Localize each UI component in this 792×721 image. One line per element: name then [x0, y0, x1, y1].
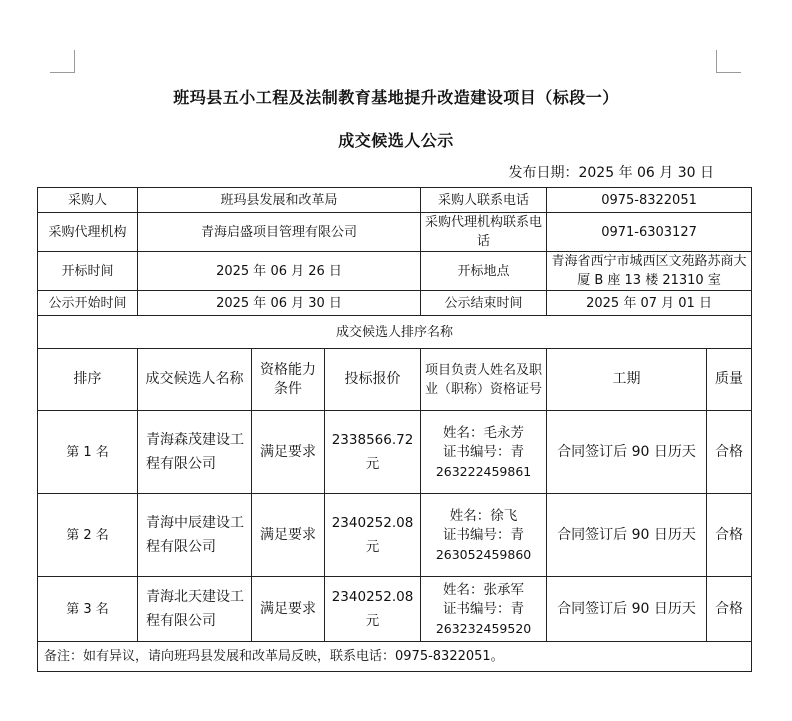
- manager-name: 姓名：徐飞: [449, 507, 518, 524]
- info-row-notice-period: [38, 291, 752, 316]
- candidate-price: 2340252.08 元: [325, 494, 421, 577]
- header-qualification: 资格能力条件: [252, 349, 325, 411]
- agency-phone-value: 0971-6303127: [547, 213, 752, 252]
- candidate-qualification: 满足要求: [252, 577, 325, 642]
- candidate-rank: 第 1 名: [38, 411, 138, 494]
- manager-name: 姓名：张承军: [443, 581, 525, 598]
- candidate-manager: [421, 577, 547, 642]
- info-row-buyer: [38, 188, 752, 213]
- document-subtitle: 成交候选人公示: [338, 131, 454, 150]
- open-place-value: 青海省西宁市城西区文苑路苏商大厦 B 座 13 楼 21310 室: [547, 252, 752, 291]
- manager-cert-prefix: 证书编号：青: [443, 443, 525, 460]
- candidate-name: 青海北天建设工程有限公司: [138, 577, 252, 642]
- candidate-manager: [421, 411, 547, 494]
- buyer-label: 采购人: [38, 188, 138, 213]
- header-name: 成交候选人名称: [138, 349, 252, 411]
- agency-label: 采购代理机构: [38, 213, 138, 252]
- notice-end-value: 2025 年 07 月 01 日: [547, 291, 752, 316]
- candidate-rank: 第 2 名: [38, 494, 138, 577]
- buyer-phone-label: 采购人联系电话: [421, 188, 547, 213]
- candidate-name: 青海中辰建设工程有限公司: [138, 494, 252, 577]
- candidate-quality: 合格: [707, 577, 752, 642]
- notice-start-label: 公示开始时间: [38, 291, 138, 316]
- page-corner-mark-top-right: [716, 50, 741, 73]
- candidate-price: 2340252.08 元: [325, 577, 421, 642]
- candidates-caption-row: [38, 316, 752, 349]
- info-row-agency: [38, 213, 752, 252]
- manager-name: 姓名：毛永芳: [443, 424, 525, 441]
- publish-date: 发布日期：2025 年 06 月 30 日: [508, 165, 714, 181]
- candidate-rank: 第 3 名: [38, 577, 138, 642]
- candidate-quality: 合格: [707, 411, 752, 494]
- manager-cert-prefix: 证书编号：青: [443, 526, 525, 543]
- page-corner-mark-top-left: [50, 50, 75, 73]
- candidates-caption: 成交候选人排序名称: [38, 316, 752, 349]
- open-time-value: 2025 年 06 月 26 日: [138, 252, 421, 291]
- candidate-row: [38, 577, 752, 642]
- buyer-phone-value: 0975-8322051: [547, 188, 752, 213]
- manager-cert-number: 263052459860: [435, 546, 532, 562]
- open-place-label: 开标地点: [421, 252, 547, 291]
- candidate-manager: [421, 494, 547, 577]
- header-rank: 排序: [38, 349, 138, 411]
- manager-cert-number: 263222459861: [435, 463, 532, 479]
- candidate-quality: 合格: [707, 494, 752, 577]
- candidate-announcement-table: [37, 187, 752, 672]
- header-quality: 质量: [707, 349, 752, 411]
- candidate-qualification: 满足要求: [252, 494, 325, 577]
- document-title: 班玛县五小工程及法制教育基地提升改造建设项目（标段一）: [173, 88, 619, 107]
- note-row: [38, 642, 752, 672]
- candidate-price: 2338566.72 元: [325, 411, 421, 494]
- candidate-row: [38, 494, 752, 577]
- manager-cert-prefix: 证书编号：青: [443, 600, 525, 617]
- candidate-row: [38, 411, 752, 494]
- open-time-label: 开标时间: [38, 252, 138, 291]
- candidate-period: 合同签订后 90 日历天: [547, 411, 707, 494]
- candidate-name: 青海森茂建设工程有限公司: [138, 411, 252, 494]
- candidate-period: 合同签订后 90 日历天: [547, 577, 707, 642]
- info-row-opening: [38, 252, 752, 291]
- buyer-value: 班玛县发展和改革局: [138, 188, 421, 213]
- header-price: 投标报价: [325, 349, 421, 411]
- candidates-header-row: [38, 349, 752, 411]
- header-manager: 项目负责人姓名及职业（职称）资格证号: [421, 349, 547, 411]
- notice-start-value: 2025 年 06 月 30 日: [138, 291, 421, 316]
- candidate-period: 合同签订后 90 日历天: [547, 494, 707, 577]
- manager-cert-number: 263232459520: [435, 620, 532, 636]
- header-period: 工期: [547, 349, 707, 411]
- candidate-qualification: 满足要求: [252, 411, 325, 494]
- note-text: 备注：如有异议，请向班玛县发展和改革局反映，联系电话：0975-8322051。: [38, 642, 752, 672]
- notice-end-label: 公示结束时间: [421, 291, 547, 316]
- agency-phone-label: 采购代理机构联系电话: [421, 213, 547, 252]
- agency-value: 青海启盛项目管理有限公司: [138, 213, 421, 252]
